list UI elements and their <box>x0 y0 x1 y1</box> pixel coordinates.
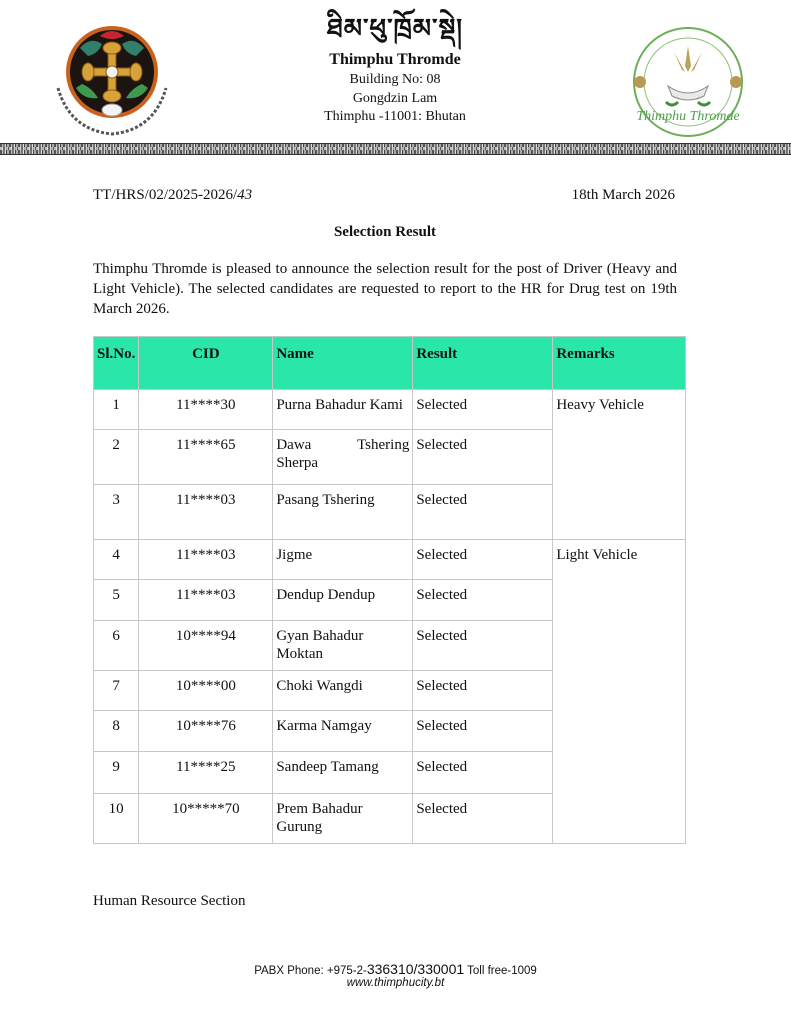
reference-sequence: 43 <box>237 187 253 203</box>
cid-cell: 11****03 <box>139 580 273 621</box>
dzongkha-title: ཐིམ་ཕུ་ཁྲོམ་སྡེ། <box>327 14 463 44</box>
letter-date: 18th March 2026 <box>571 187 675 203</box>
announcement-paragraph: Thimphu Thromde is pleased to announce the selection result for the post of Driver (Heavy and Light Vehicle). The selected candidates are requested to report to the HR for Drug test on 19th March 2026. <box>93 261 677 317</box>
name-middle: Tshering <box>357 437 410 453</box>
serial-cell: 7 <box>94 671 139 711</box>
cid-cell: 11****30 <box>139 390 273 430</box>
name-cell: Sandeep Tamang <box>273 752 413 794</box>
thimphu-thromde-seal-icon <box>630 24 746 140</box>
cid-cell: 10****94 <box>139 621 273 671</box>
address-line-street: Gongdzin Lam <box>352 91 438 106</box>
result-cell: Selected <box>413 580 553 621</box>
serial-cell: 3 <box>94 485 139 540</box>
royal-emblem-icon <box>50 18 174 142</box>
serial-cell: 6 <box>94 621 139 671</box>
remarks-cell-heavy: Heavy Vehicle <box>553 390 686 540</box>
name-line-2: Sherpa <box>276 455 318 471</box>
serial-cell: 8 <box>94 711 139 752</box>
result-cell: Selected <box>413 430 553 485</box>
footer-website-link[interactable]: www.thimphucity.bt <box>346 977 445 989</box>
table-row <box>94 540 686 580</box>
serial-cell: 10 <box>94 794 139 844</box>
signoff-section: Human Resource Section <box>93 893 246 909</box>
column-header-cid: CID <box>139 337 273 390</box>
result-cell: Selected <box>413 752 553 794</box>
decorative-border-divider <box>0 143 791 155</box>
cid-cell: 11****03 <box>139 485 273 540</box>
column-header-serial: Sl.No. <box>94 337 139 390</box>
name-cell: Jigme <box>273 540 413 580</box>
result-cell: Selected <box>413 485 553 540</box>
serial-cell: 5 <box>94 580 139 621</box>
column-header-remarks: Remarks <box>553 337 686 390</box>
cid-cell: 11****65 <box>139 430 273 485</box>
table-header-row <box>94 337 686 390</box>
seal-text: Thimphu Thromde <box>636 109 740 124</box>
name-cell <box>273 430 413 485</box>
phone-label: Phone: +975-2- <box>284 965 367 977</box>
name-cell: Choki Wangdi <box>273 671 413 711</box>
phone-numbers: 336310/330001 <box>366 961 465 977</box>
result-cell: Selected <box>413 711 553 752</box>
reference-number <box>93 187 252 204</box>
selection-results-table <box>93 336 686 844</box>
toll-free: Toll free-1009 <box>464 965 537 977</box>
pabx-label: PABX <box>254 965 285 977</box>
remarks-cell-light: Light Vehicle <box>553 540 686 844</box>
name-cell: Purna Bahadur Kami <box>273 390 413 430</box>
result-cell: Selected <box>413 671 553 711</box>
organization-name: Thimphu Thromde <box>329 51 461 68</box>
name-line-1 <box>276 436 409 454</box>
name-cell: Dendup Dendup <box>273 580 413 621</box>
address-line-building: Building No: 08 <box>349 72 441 87</box>
thimphu-thromde-seal-logo <box>630 24 746 140</box>
result-cell: Selected <box>413 540 553 580</box>
cid-cell: 11****03 <box>139 540 273 580</box>
serial-cell: 2 <box>94 430 139 485</box>
result-cell: Selected <box>413 621 553 671</box>
serial-cell: 1 <box>94 390 139 430</box>
royal-emblem-logo <box>50 18 174 142</box>
column-header-name: Name <box>273 337 413 390</box>
name-cell: Karma Namgay <box>273 711 413 752</box>
cid-cell: 10****76 <box>139 711 273 752</box>
cid-cell: 10*****70 <box>139 794 273 844</box>
column-header-result: Result <box>413 337 553 390</box>
serial-cell: 9 <box>94 752 139 794</box>
page-title: Selection Result <box>333 224 437 240</box>
result-cell: Selected <box>413 390 553 430</box>
cid-cell: 11****25 <box>139 752 273 794</box>
name-cell: Pasang Tshering <box>273 485 413 540</box>
name-cell: Gyan Bahadur Moktan <box>273 621 413 671</box>
result-cell: Selected <box>413 794 553 844</box>
cid-cell: 10****00 <box>139 671 273 711</box>
reference-prefix: TT/HRS/02/2025-2026/ <box>93 187 238 203</box>
footer-contact <box>200 961 591 977</box>
serial-cell: 4 <box>94 540 139 580</box>
name-cell: Prem Bahadur Gurung <box>273 794 413 844</box>
name-first: Dawa <box>276 437 312 453</box>
address-line-city: Thimphu -11001: Bhutan <box>324 109 466 124</box>
table-row <box>94 390 686 430</box>
